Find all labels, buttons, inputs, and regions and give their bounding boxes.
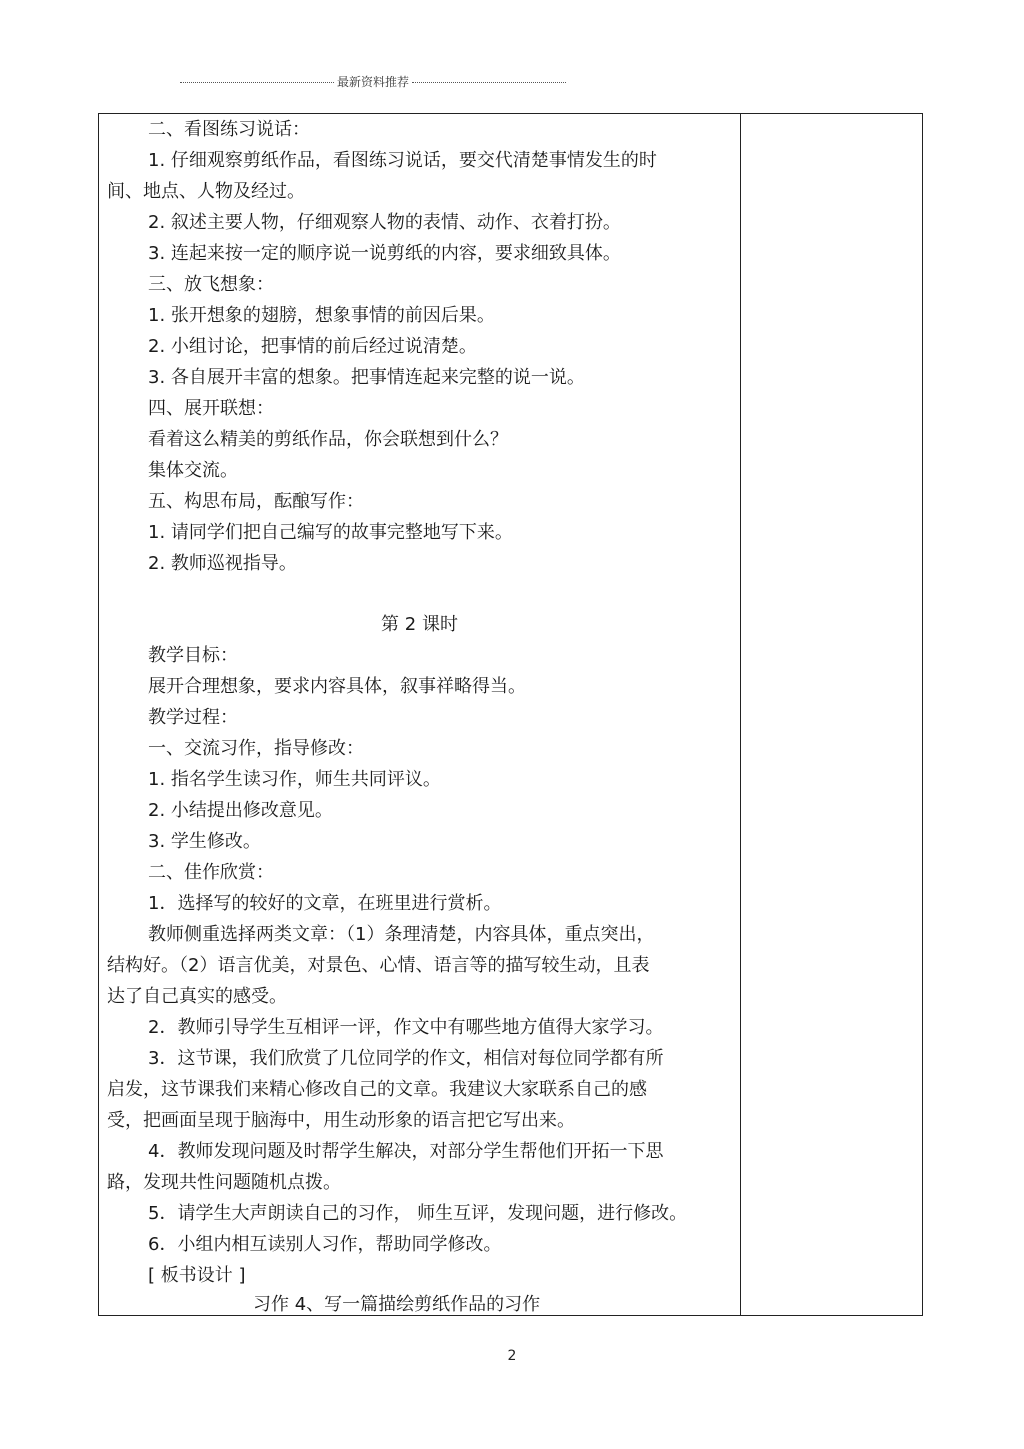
- paragraph-line: 受，把画面呈现于脑海中，用生动形象的语言把它写出来。: [107, 1110, 575, 1131]
- paragraph-line: 6．小组内相互读别人习作，帮助同学修改。: [148, 1234, 502, 1255]
- section-heading: 教学目标：: [148, 645, 238, 666]
- paragraph-line: 1. 请同学们把自己编写的故事完整地写下来。: [148, 522, 513, 543]
- section-heading: 教学过程：: [148, 707, 238, 728]
- paragraph-line: 2. 小结提出修改意见。: [148, 800, 333, 821]
- section-heading: 一、交流习作，指导修改：: [148, 738, 364, 759]
- paragraph-line: 2. 教师巡视指导。: [148, 553, 297, 574]
- column-divider: [740, 114, 741, 1315]
- paragraph-line: 3．这节课，我们欣赏了几位同学的作文，相信对每位同学都有所: [148, 1048, 664, 1069]
- section-heading: 四、展开联想：: [148, 398, 274, 419]
- section-heading: 五、构思布局，酝酿写作：: [148, 491, 364, 512]
- paragraph-line: 展开合理想象，要求内容具体，叙事祥略得当。: [148, 676, 526, 697]
- board-design-heading: [ 板书设计 ]: [148, 1265, 246, 1286]
- paragraph-line: 2. 小组讨论，把事情的前后经过说清楚。: [148, 336, 477, 357]
- paragraph-line: 3. 学生修改。: [148, 831, 261, 852]
- paragraph-line: 间、地点、人物及经过。: [107, 181, 305, 202]
- paragraph-line: 1. 指名学生读习作，师生共同评议。: [148, 769, 441, 790]
- paragraph-line: 集体交流。: [148, 460, 238, 481]
- section-heading: 二、看图练习说话：: [148, 119, 310, 140]
- paragraph-line: 3. 连起来按一定的顺序说一说剪纸的内容，要求细致具体。: [148, 243, 621, 264]
- paragraph-line: 路，发现共性问题随机点拨。: [107, 1172, 341, 1193]
- paragraph-line: 1. 仔细观察剪纸作品，看图练习说话，要交代清楚事情发生的时: [148, 150, 657, 171]
- header-rule-right: [412, 82, 566, 83]
- header-rule-left: [180, 82, 334, 83]
- lesson-period-title: 第 2 课时: [381, 614, 458, 635]
- paragraph-line: 2. 叙述主要人物，仔细观察人物的表情、动作、衣着打扮。: [148, 212, 621, 233]
- board-design-title: 习作 4、写一篇描绘剪纸作品的习作: [253, 1294, 541, 1315]
- section-heading: 三、放飞想象：: [148, 274, 274, 295]
- paragraph-line: 启发，这节课我们来精心修改自己的文章。我建议大家联系自己的感: [107, 1079, 647, 1100]
- paragraph-line: 教师侧重选择两类文章：（1）条理清楚，内容具体，重点突出，: [148, 924, 655, 945]
- paragraph-line: 达了自己真实的感受。: [107, 986, 287, 1007]
- paragraph-line: 5．请学生大声朗读自己的习作， 师生互评，发现问题，进行修改。: [148, 1203, 688, 1224]
- paragraph-line: 1．选择写的较好的文章，在班里进行赏析。: [148, 893, 502, 914]
- page-number: 2: [507, 1348, 517, 1364]
- paragraph-line: 2．教师引导学生互相评一评，作文中有哪些地方值得大家学习。: [148, 1017, 664, 1038]
- paragraph-line: 1. 张开想象的翅膀，想象事情的前因后果。: [148, 305, 495, 326]
- paragraph-line: 看着这么精美的剪纸作品，你会联想到什么？: [148, 429, 508, 450]
- paragraph-line: 4．教师发现问题及时帮学生解决，对部分学生帮他们开拓一下思: [148, 1141, 664, 1162]
- section-heading: 二、佳作欣赏：: [148, 862, 274, 883]
- paragraph-line: 结构好。（2）语言优美，对景色、心情、语言等的描写较生动，且表: [107, 955, 650, 976]
- page-header: [180, 72, 566, 92]
- lesson-table: [98, 113, 923, 1316]
- header-text: 最新资料推荐: [337, 75, 410, 89]
- paragraph-line: 3. 各自展开丰富的想象。把事情连起来完整的说一说。: [148, 367, 585, 388]
